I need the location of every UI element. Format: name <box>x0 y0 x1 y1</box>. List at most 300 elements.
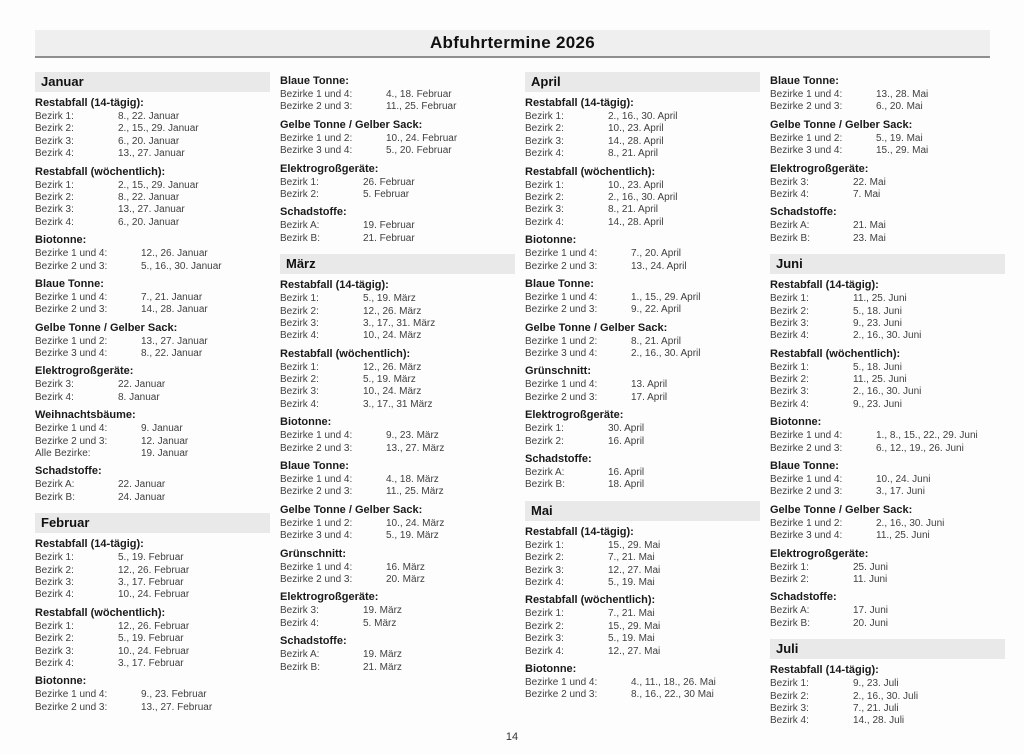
schedule-row <box>280 662 515 674</box>
schedule-row <box>35 621 270 633</box>
schedule-row <box>35 492 270 504</box>
schedule-row <box>525 677 760 689</box>
schedule-row <box>280 518 515 530</box>
row-label: Bezirk 2: <box>35 123 74 135</box>
schedule-row <box>525 123 760 135</box>
row-value: 9. Januar <box>141 423 183 435</box>
schedule-section <box>35 675 270 714</box>
row-value: 23. Mai <box>853 232 886 244</box>
schedule-row <box>280 233 515 245</box>
row-value: 13., 28. Mai <box>876 89 929 100</box>
section-title: Gelbe Tonne / Gelber Sack: <box>770 503 913 516</box>
row-label: Bezirk 1: <box>770 293 809 305</box>
schedule-row <box>525 577 760 589</box>
row-label: Bezirk 4: <box>525 216 564 228</box>
row-label: Bezirk B: <box>280 661 321 673</box>
schedule-row <box>280 399 515 411</box>
schedule-row <box>525 540 760 552</box>
row-label: Bezirke 2 und 3: <box>35 304 108 316</box>
section-title: Restabfall (14-tägig): <box>35 538 144 551</box>
schedule-row <box>525 217 760 229</box>
column-2 <box>280 70 515 674</box>
schedule-row <box>280 374 515 386</box>
row-value: 14., 28. Juli <box>853 715 905 727</box>
row-value: 3., 17., 31 März <box>363 398 433 410</box>
month-header-juli: Juli <box>770 639 1005 659</box>
row-value: 24. Januar <box>118 491 166 503</box>
row-label: Bezirke 2 und 3: <box>770 101 843 113</box>
row-label: Bezirk A: <box>35 479 75 491</box>
schedule-section <box>525 234 760 273</box>
row-label: Bezirk 4: <box>35 589 74 601</box>
row-value: 12., 26. März <box>363 361 422 373</box>
schedule-section <box>280 75 515 114</box>
row-value: 5., 19. Mai <box>876 132 923 144</box>
section-title: Restabfall (wöchentlich): <box>770 347 901 360</box>
row-value: 13., 27. Januar <box>118 148 185 160</box>
schedule-row <box>280 430 515 442</box>
schedule-row <box>35 111 270 123</box>
row-value: 6., 20. Januar <box>118 216 180 228</box>
schedule-row <box>35 292 270 304</box>
row-label: Bezirk 3: <box>770 702 809 714</box>
row-label: Bezirk 4: <box>525 148 564 160</box>
row-label: Bezirke 2 und 3: <box>525 304 598 316</box>
row-label: Bezirke 1 und 2: <box>770 132 843 144</box>
schedule-section <box>35 97 270 161</box>
row-value: 12., 27. Mai <box>608 564 661 576</box>
schedule-section <box>280 206 515 245</box>
schedule-row <box>525 621 760 633</box>
row-label: Bezirke 1 und 4: <box>525 379 598 391</box>
row-label: Bezirke 2 und 3: <box>35 701 108 713</box>
row-label: Bezirk 3: <box>35 379 74 391</box>
section-title: Grünschnitt: <box>525 365 591 378</box>
schedule-row <box>525 633 760 645</box>
row-value: 15., 29. Mai <box>608 539 661 551</box>
row-value: 5., 19. März <box>363 293 416 305</box>
row-value: 12., 26. Februar <box>118 564 190 576</box>
row-label: Bezirk 1: <box>280 176 319 188</box>
schedule-section <box>280 504 515 543</box>
row-value: 21. Mai <box>853 220 886 232</box>
schedule-row <box>525 304 760 316</box>
schedule-row <box>280 306 515 318</box>
row-label: Bezirke 1 und 4: <box>35 291 108 303</box>
row-value: 21. Februar <box>363 232 415 244</box>
schedule-row <box>770 474 1005 486</box>
row-label: Bezirk B: <box>770 232 811 244</box>
schedule-row <box>770 145 1005 157</box>
section-title: Restabfall (wöchentlich): <box>35 606 166 619</box>
section-title: Elektrogroßgeräte: <box>35 365 134 378</box>
row-label: Bezirk 3: <box>525 633 564 645</box>
schedule-row <box>280 530 515 542</box>
row-label: Bezirke 1 und 4: <box>525 248 598 260</box>
schedule-row <box>770 399 1005 411</box>
section-title: Restabfall (14-tägig): <box>35 97 144 109</box>
row-value: 3., 17. Juni <box>876 486 925 498</box>
schedule-row <box>35 633 270 645</box>
section-title: Blaue Tonne: <box>35 277 104 290</box>
schedule-section <box>525 526 760 590</box>
row-value: 8. Januar <box>118 391 160 403</box>
row-label: Bezirke 1 und 4: <box>770 430 843 442</box>
section-title: Blaue Tonne: <box>525 277 594 290</box>
schedule-row <box>525 336 760 348</box>
schedule-row <box>280 177 515 189</box>
schedule-section <box>770 460 1005 499</box>
schedule-row <box>525 565 760 577</box>
schedule-section <box>770 504 1005 543</box>
schedule-row <box>280 362 515 374</box>
section-title: Restabfall (wöchentlich): <box>280 347 411 360</box>
row-label: Bezirke 3 und 4: <box>770 530 843 542</box>
row-value: 9., 23. Juli <box>853 678 899 690</box>
row-value: 9., 22. April <box>631 304 682 316</box>
schedule-row <box>770 233 1005 245</box>
schedule-row <box>280 474 515 486</box>
schedule-section <box>525 365 760 404</box>
row-label: Bezirke 3 und 4: <box>35 348 108 360</box>
row-label: Bezirke 1 und 4: <box>280 430 353 442</box>
section-title: Restabfall (14-tägig): <box>280 279 389 292</box>
schedule-section <box>770 591 1005 630</box>
section-title: Gelbe Tonne / Gelber Sack: <box>35 321 178 334</box>
row-label: Bezirk B: <box>770 617 811 629</box>
row-value: 25. Juni <box>853 561 889 573</box>
schedule-row <box>770 89 1005 101</box>
page-title: Abfuhrtermine 2026 <box>35 30 990 58</box>
section-title: Elektrogroßgeräte: <box>770 162 869 175</box>
row-label: Bezirk 2: <box>770 374 809 386</box>
section-title: Blaue Tonne: <box>770 75 839 87</box>
schedule-row <box>35 552 270 564</box>
row-value: 2., 16., 30. Juni <box>876 517 945 529</box>
schedule-row <box>35 148 270 160</box>
row-label: Bezirk B: <box>280 232 321 244</box>
row-value: 2., 16., 30. April <box>608 191 678 203</box>
schedule-row <box>35 248 270 260</box>
row-label: Bezirke 1 und 4: <box>525 676 598 688</box>
row-value: 4., 18. März <box>386 474 439 486</box>
row-label: Bezirk 2: <box>280 188 319 200</box>
section-title: Schadstoffe: <box>525 453 592 466</box>
row-label: Bezirke 1 und 4: <box>280 89 353 100</box>
section-title: Biotonne: <box>770 416 822 429</box>
row-value: 8., 21. April <box>631 335 682 347</box>
row-value: 13. April <box>631 379 668 391</box>
row-value: 5., 16., 30. Januar <box>141 260 222 272</box>
row-value: 5. Februar <box>363 188 410 200</box>
row-label: Bezirk A: <box>280 220 320 232</box>
schedule-row <box>35 577 270 589</box>
row-value: 5., 18. Juni <box>853 305 902 317</box>
schedule-row <box>35 689 270 701</box>
row-value: 10., 24. Februar <box>386 132 458 144</box>
row-label: Bezirke 1 und 4: <box>35 423 108 435</box>
row-value: 2., 16., 30. April <box>608 111 678 122</box>
schedule-row <box>280 443 515 455</box>
row-value: 5., 19. Februar <box>118 552 184 564</box>
row-value: 11. Juni <box>853 573 888 585</box>
schedule-columns <box>35 70 996 728</box>
schedule-row <box>525 204 760 216</box>
row-value: 10., 24. Februar <box>118 589 190 601</box>
schedule-row <box>35 565 270 577</box>
schedule-section <box>525 278 760 317</box>
row-value: 30. April <box>608 423 645 435</box>
schedule-row <box>770 293 1005 305</box>
schedule-row <box>525 689 760 701</box>
row-label: Bezirk 3: <box>280 386 319 398</box>
section-title: Weihnachtsbäume: <box>35 409 136 422</box>
schedule-section <box>525 663 760 702</box>
row-label: Bezirke 1 und 2: <box>770 517 843 529</box>
row-value: 1., 8., 15., 22., 29. Juni <box>876 430 978 442</box>
schedule-section <box>280 635 515 674</box>
schedule-row <box>35 589 270 601</box>
row-value: 6., 20. Mai <box>876 101 923 113</box>
schedule-section <box>770 279 1005 343</box>
row-label: Bezirk 4: <box>770 715 809 727</box>
row-value: 10., 24. Februar <box>118 645 190 657</box>
section-title: Elektrogroßgeräte: <box>280 591 379 604</box>
section-title: Biotonne: <box>35 675 87 688</box>
row-value: 4., 18. Februar <box>386 89 452 100</box>
schedule-row <box>280 486 515 498</box>
schedule-row <box>35 448 270 460</box>
schedule-row <box>35 123 270 135</box>
row-value: 21. März <box>363 661 402 673</box>
row-label: Bezirke 2 und 3: <box>770 486 843 498</box>
schedule-section <box>770 348 1005 412</box>
row-value: 2., 15., 29. Januar <box>118 179 199 191</box>
row-label: Bezirk 2: <box>280 305 319 317</box>
schedule-row <box>770 362 1005 374</box>
schedule-section <box>35 322 270 361</box>
section-title: Schadstoffe: <box>770 206 837 219</box>
row-value: 12., 26. Februar <box>118 620 190 632</box>
row-value: 19. März <box>363 649 402 661</box>
row-label: Bezirk 1: <box>770 678 809 690</box>
schedule-row <box>770 518 1005 530</box>
row-label: Bezirk A: <box>770 220 810 232</box>
schedule-section <box>525 453 760 492</box>
row-value: 11., 25. März <box>386 486 444 498</box>
row-label: Bezirk 3: <box>770 176 809 188</box>
month-header-mai: Mai <box>525 501 760 521</box>
row-label: Bezirke 2 und 3: <box>280 442 353 454</box>
schedule-row <box>770 618 1005 630</box>
row-value: 7., 21. Januar <box>141 291 203 303</box>
row-value: 22. Mai <box>853 176 886 188</box>
schedule-row <box>35 192 270 204</box>
section-title: Biotonne: <box>35 234 87 247</box>
section-title: Biotonne: <box>280 416 332 429</box>
row-value: 10., 24. März <box>363 330 422 342</box>
schedule-section <box>280 548 515 587</box>
schedule-section <box>280 279 515 343</box>
row-label: Bezirk A: <box>525 467 565 479</box>
schedule-row <box>280 618 515 630</box>
row-value: 9., 23. März <box>386 430 439 442</box>
row-label: Bezirke 3 und 4: <box>525 348 598 360</box>
row-value: 16. April <box>608 435 645 447</box>
row-label: Bezirk 1: <box>35 179 74 191</box>
row-value: 9., 23. Februar <box>141 689 207 701</box>
row-value: 20. März <box>386 573 425 585</box>
row-label: Bezirk 1: <box>525 539 564 551</box>
row-value: 8., 16., 22., 30 Mai <box>631 689 714 701</box>
schedule-section <box>525 166 760 230</box>
section-title: Restabfall (14-tägig): <box>770 279 879 292</box>
row-label: Bezirk B: <box>35 491 76 503</box>
schedule-row <box>770 703 1005 715</box>
row-label: Bezirk 1: <box>525 423 564 435</box>
section-title: Schadstoffe: <box>280 635 347 648</box>
row-label: Bezirk 2: <box>525 620 564 632</box>
row-label: Bezirk 3: <box>525 135 564 147</box>
schedule-row <box>770 605 1005 617</box>
row-value: 12., 26. Januar <box>141 248 208 260</box>
row-label: Bezirk 2: <box>770 573 809 585</box>
schedule-row <box>770 330 1005 342</box>
row-label: Bezirk 3: <box>525 204 564 216</box>
row-value: 2., 16., 30. Juni <box>853 386 922 398</box>
section-title: Gelbe Tonne / Gelber Sack: <box>280 503 423 516</box>
row-value: 11., 25. Februar <box>386 101 457 113</box>
schedule-row <box>280 330 515 342</box>
schedule-row <box>770 306 1005 318</box>
schedule-section <box>525 594 760 658</box>
schedule-row <box>770 715 1005 727</box>
schedule-row <box>770 691 1005 703</box>
schedule-row <box>770 189 1005 201</box>
month-header-april: April <box>525 72 760 92</box>
schedule-row <box>35 702 270 714</box>
section-title: Blaue Tonne: <box>770 460 839 473</box>
row-value: 5. März <box>363 617 397 629</box>
row-value: 16. April <box>608 467 645 479</box>
row-value: 13., 27. Januar <box>141 335 208 347</box>
row-value: 8., 22. Januar <box>118 191 180 203</box>
row-label: Bezirke 1 und 4: <box>770 474 843 486</box>
schedule-row <box>35 436 270 448</box>
row-value: 2., 16., 30. Juli <box>853 690 919 702</box>
row-value: 14., 28. April <box>608 216 664 228</box>
schedule-row <box>280 605 515 617</box>
row-label: Bezirk 2: <box>770 690 809 702</box>
schedule-row <box>280 562 515 574</box>
schedule-section <box>770 206 1005 245</box>
schedule-section <box>770 664 1005 728</box>
row-label: Bezirke 2 und 3: <box>280 486 353 498</box>
row-label: Bezirke 3 und 4: <box>280 530 353 542</box>
row-value: 10., 23. April <box>608 179 664 191</box>
row-value: 7., 21. Mai <box>608 608 655 620</box>
schedule-row <box>525 136 760 148</box>
row-label: Bezirk 1: <box>770 361 809 373</box>
row-label: Bezirke 2 und 3: <box>280 101 353 113</box>
row-value: 12., 27. Mai <box>608 645 661 657</box>
schedule-row <box>770 430 1005 442</box>
row-label: Bezirk 2: <box>525 435 564 447</box>
column-3 <box>525 70 760 702</box>
schedule-row <box>525 192 760 204</box>
schedule-row <box>280 89 515 101</box>
column-1 <box>35 70 270 714</box>
row-value: 20. Juni <box>853 617 889 629</box>
row-value: 19. März <box>363 605 402 617</box>
section-title: Schadstoffe: <box>35 465 102 478</box>
row-value: 10., 24. März <box>386 517 445 529</box>
row-value: 15., 29. Mai <box>608 620 661 632</box>
row-label: Bezirk 1: <box>35 111 74 122</box>
section-title: Schadstoffe: <box>770 591 837 604</box>
row-value: 17. Juni <box>853 605 889 617</box>
schedule-row <box>35 136 270 148</box>
row-label: Bezirk 4: <box>35 657 74 669</box>
row-label: Bezirk 1: <box>525 608 564 620</box>
row-value: 16. März <box>386 561 425 573</box>
row-label: Bezirke 2 und 3: <box>280 573 353 585</box>
row-value: 26. Februar <box>363 176 415 188</box>
schedule-row <box>525 379 760 391</box>
schedule-row <box>525 348 760 360</box>
schedule-row <box>525 148 760 160</box>
row-value: 13., 27. Januar <box>118 204 185 216</box>
row-value: 7., 20. April <box>631 248 682 260</box>
row-label: Bezirk 1: <box>770 561 809 573</box>
row-value: 17. April <box>631 391 668 403</box>
row-label: Bezirk 1: <box>35 552 74 564</box>
schedule-section <box>770 119 1005 158</box>
schedule-section <box>35 538 270 602</box>
row-label: Bezirk 3: <box>770 317 809 329</box>
schedule-row <box>525 552 760 564</box>
row-value: 8., 22. Januar <box>141 348 203 360</box>
month-header-mrz: März <box>280 254 515 274</box>
schedule-row <box>525 608 760 620</box>
row-value: 11., 25. Juni <box>853 293 907 305</box>
section-title: Gelbe Tonne / Gelber Sack: <box>525 321 668 334</box>
schedule-row <box>525 646 760 658</box>
schedule-row <box>35 261 270 273</box>
row-label: Bezirk 2: <box>525 191 564 203</box>
row-value: 22. Januar <box>118 379 166 391</box>
schedule-row <box>280 386 515 398</box>
row-label: Bezirk A: <box>770 605 810 617</box>
schedule-section <box>35 234 270 273</box>
section-title: Restabfall (wöchentlich): <box>525 165 656 178</box>
section-title: Blaue Tonne: <box>280 75 349 87</box>
row-label: Bezirk 4: <box>280 617 319 629</box>
schedule-row <box>35 423 270 435</box>
row-value: 5., 18. Juni <box>853 361 902 373</box>
schedule-row <box>35 392 270 404</box>
row-label: Bezirke 1 und 4: <box>35 248 108 260</box>
row-label: Bezirke 3 und 4: <box>770 145 843 157</box>
row-value: 18. April <box>608 479 645 491</box>
schedule-section <box>280 348 515 412</box>
row-label: Bezirk 2: <box>770 305 809 317</box>
row-label: Bezirke 2 und 3: <box>525 689 598 701</box>
schedule-row <box>770 678 1005 690</box>
schedule-row <box>35 658 270 670</box>
row-value: 11., 25. Juni <box>876 530 930 542</box>
schedule-row <box>35 304 270 316</box>
